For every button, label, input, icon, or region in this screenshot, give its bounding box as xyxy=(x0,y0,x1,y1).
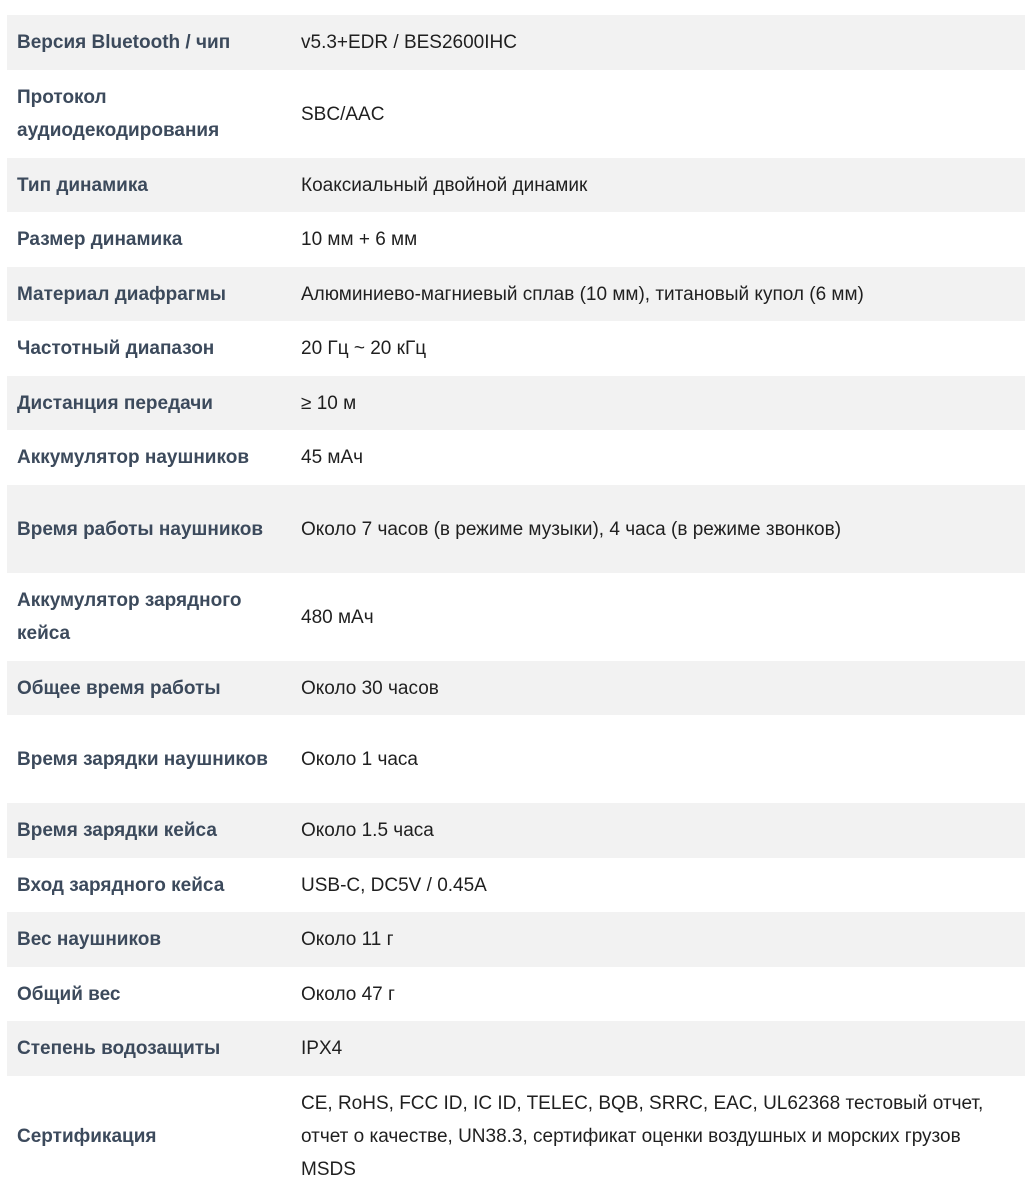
spec-table xyxy=(7,15,1025,1196)
spec-label: Аккумулятор наушников xyxy=(7,430,291,485)
spec-value: 45 мАч xyxy=(291,430,1025,485)
spec-label: Вход зарядного кейса xyxy=(7,858,291,912)
spec-value: Алюминиево-магниевый сплав (10 мм), титановый купол (6 мм) xyxy=(291,267,1025,321)
spec-value: Около 7 часов (в режиме музыки), 4 часа (в режиме звонков) xyxy=(291,485,1025,573)
spec-value: Около 1.5 часа xyxy=(291,803,1025,858)
spec-value: CE, RoHS, FCC ID, IC ID, TELEC, BQB, SRRC, EAC, UL62368 тестовый отчет, отчет о качестве, UN38.3, сертификат оценки воздушных и морских грузов MSDS xyxy=(291,1076,1025,1196)
spec-label: Время зарядки кейса xyxy=(7,803,291,858)
table-row xyxy=(7,321,1025,376)
spec-label: Общее время работы xyxy=(7,661,291,715)
table-row xyxy=(7,573,1025,661)
spec-label: Протокол аудиодекодирования xyxy=(7,70,291,158)
spec-value: Около 30 часов xyxy=(291,661,1025,715)
table-row xyxy=(7,912,1025,967)
table-row xyxy=(7,485,1025,573)
spec-value: ≥ 10 м xyxy=(291,376,1025,430)
spec-label: Степень водозащиты xyxy=(7,1021,291,1076)
spec-value: USB-C, DC5V / 0.45A xyxy=(291,858,1025,912)
spec-label: Время зарядки наушников xyxy=(7,715,291,803)
spec-label: Материал диафрагмы xyxy=(7,267,291,321)
table-row xyxy=(7,803,1025,858)
spec-label: Тип динамика xyxy=(7,158,291,212)
spec-value: v5.3+EDR / BES2600IHC xyxy=(291,15,1025,70)
table-row xyxy=(7,967,1025,1021)
table-row xyxy=(7,212,1025,267)
spec-value: IPX4 xyxy=(291,1021,1025,1076)
table-row xyxy=(7,376,1025,430)
table-row xyxy=(7,1021,1025,1076)
spec-value: 480 мАч xyxy=(291,573,1025,661)
spec-value: 10 мм + 6 мм xyxy=(291,212,1025,267)
spec-value: 20 Гц ~ 20 кГц xyxy=(291,321,1025,376)
table-row xyxy=(7,661,1025,715)
table-row xyxy=(7,158,1025,212)
spec-value: Коаксиальный двойной динамик xyxy=(291,158,1025,212)
spec-label: Сертификация xyxy=(7,1076,291,1196)
spec-label: Размер динамика xyxy=(7,212,291,267)
spec-value: Около 11 г xyxy=(291,912,1025,967)
spec-value: SBC/AAC xyxy=(291,70,1025,158)
table-row xyxy=(7,430,1025,485)
spec-label: Вес наушников xyxy=(7,912,291,967)
table-row xyxy=(7,267,1025,321)
spec-value: Около 1 часа xyxy=(291,715,1025,803)
table-row xyxy=(7,70,1025,158)
spec-label: Версия Bluetooth / чип xyxy=(7,15,291,70)
table-row xyxy=(7,715,1025,803)
spec-label: Время работы наушников xyxy=(7,485,291,573)
spec-label: Дистанция передачи xyxy=(7,376,291,430)
table-row xyxy=(7,858,1025,912)
spec-label: Частотный диапазон xyxy=(7,321,291,376)
spec-label: Аккумулятор зарядного кейса xyxy=(7,573,291,661)
spec-value: Около 47 г xyxy=(291,967,1025,1021)
spec-label: Общий вес xyxy=(7,967,291,1021)
table-row xyxy=(7,1076,1025,1196)
table-row xyxy=(7,15,1025,70)
